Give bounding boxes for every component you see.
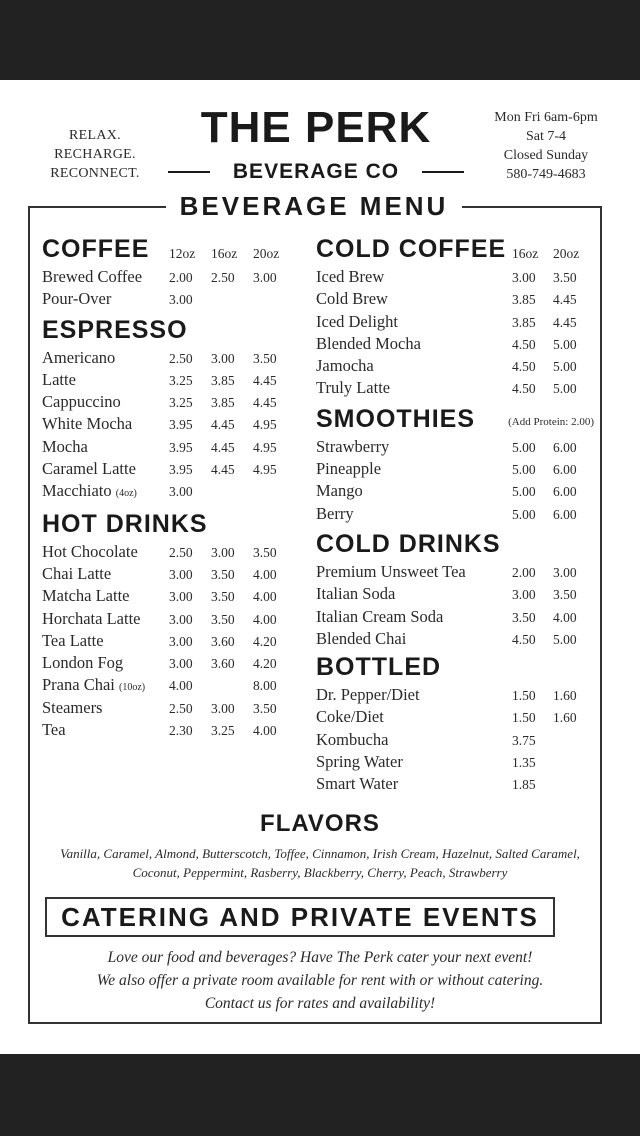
catering-line: Love our food and beverages? Have The Perk cater your next event! <box>107 949 533 966</box>
item-name: Brewed Coffee <box>42 267 143 286</box>
item-price: 4.50 <box>512 631 536 647</box>
item-price: 4.00 <box>253 589 277 605</box>
section-header <box>316 529 588 561</box>
right-menu-column <box>316 234 594 796</box>
menu-item-blended-mocha <box>316 333 588 355</box>
catering-title: CATERING AND PRIVATE EVENTS <box>45 897 555 937</box>
item-price: 4.45 <box>211 462 235 478</box>
item-price: 4.00 <box>253 723 277 739</box>
item-price: 3.00 <box>211 350 235 366</box>
item-price: 3.25 <box>211 723 235 739</box>
item-price: 3.95 <box>169 417 193 433</box>
item-price: 5.00 <box>553 336 577 352</box>
menu-item-white-mocha <box>42 413 292 435</box>
item-price: 4.50 <box>512 381 536 397</box>
size-label: 20oz <box>253 246 280 261</box>
divider-line <box>168 171 210 173</box>
item-price: 4.45 <box>211 417 235 433</box>
item-name: Mango <box>316 481 363 501</box>
item-price: 3.85 <box>512 292 536 308</box>
size-label: 20oz <box>553 246 580 261</box>
item-price: 5.00 <box>553 359 577 375</box>
menu-item-latte <box>42 369 292 391</box>
catering-line: We also offer a private room available for rent with or without catering. <box>96 972 544 989</box>
brand-subtitle: BEVERAGE CO <box>232 160 400 183</box>
divider-line <box>422 171 464 173</box>
menu-section-cold-drinks <box>316 529 588 650</box>
menu-item-chai-latte <box>42 563 292 585</box>
item-name: Truly Latte <box>316 378 391 398</box>
menu-title: BEVERAGE MENU <box>166 188 462 224</box>
item-name: Strawberry <box>316 436 390 456</box>
item-name: Americano <box>42 347 116 367</box>
menu-section-espresso <box>42 315 292 503</box>
section-header <box>316 404 594 436</box>
menu-item-cappuccino <box>42 391 292 413</box>
menu-item-mango <box>316 480 588 502</box>
menu-item-brewed-coffee <box>42 266 292 288</box>
left-menu-column <box>42 234 292 741</box>
size-label: 12oz <box>169 246 196 261</box>
item-price: 3.50 <box>553 587 577 603</box>
item-price: 4.20 <box>253 656 277 672</box>
item-name: White Mocha <box>42 414 133 434</box>
item-price: 1.85 <box>512 777 536 793</box>
item-size-note: (4oz) <box>115 488 137 500</box>
item-price: 3.25 <box>169 395 193 411</box>
item-name: Coke/Diet <box>316 707 384 727</box>
item-price: 3.00 <box>512 587 536 603</box>
item-name: Mocha <box>42 436 88 456</box>
store-hours <box>476 108 616 184</box>
item-price: 4.20 <box>253 633 277 649</box>
item-price: 3.50 <box>211 566 235 582</box>
menu-item-kombucha <box>316 729 588 751</box>
item-price: 4.00 <box>253 566 277 582</box>
item-name: Blended Chai <box>316 628 407 648</box>
item-price: 4.95 <box>253 417 277 433</box>
menu-item-london-fog <box>42 652 292 674</box>
item-price: 3.00 <box>169 611 193 627</box>
menu-item-spring-water <box>316 751 588 773</box>
item-price: 5.00 <box>512 484 536 500</box>
item-name: Prana Chai (10oz) <box>42 675 146 695</box>
item-price: 1.35 <box>512 755 536 771</box>
item-name: Chai Latte <box>42 563 112 583</box>
item-name: Pour-Over <box>42 289 112 309</box>
item-price: 3.00 <box>169 633 193 649</box>
item-price: 6.00 <box>553 462 577 478</box>
menu-item-caramel-latte <box>42 458 292 480</box>
item-name: Smart Water <box>316 774 399 794</box>
item-price: 8.00 <box>253 678 277 694</box>
menu-item-berry <box>316 503 588 525</box>
brand-name: THE PERK <box>200 103 432 152</box>
menu-item-hot-chocolate <box>42 541 292 563</box>
menu-item-macchiato <box>42 480 292 502</box>
item-price: 3.85 <box>211 395 235 411</box>
item-price: 4.50 <box>512 359 536 375</box>
menu-section-hot-drinks <box>42 509 292 742</box>
item-price: 3.50 <box>512 609 536 625</box>
item-price: 3.25 <box>169 372 193 388</box>
flavors-title: FLAVORS <box>260 810 380 837</box>
item-name: Cold Brew <box>316 289 388 309</box>
menu-item-americano <box>42 347 292 369</box>
menu-section-coffee <box>42 234 292 311</box>
menu-section-cold-coffee <box>316 234 588 400</box>
item-price: 2.30 <box>169 723 193 739</box>
item-size-note: (10oz) <box>118 682 146 694</box>
top-bar <box>0 0 640 80</box>
section-note: (Add Protein: 2.00) <box>508 415 594 428</box>
item-name: Italian Soda <box>316 584 396 604</box>
section-header <box>316 234 588 266</box>
item-price: 3.50 <box>253 350 277 366</box>
item-price: 5.00 <box>512 462 536 478</box>
item-price: 3.95 <box>169 439 193 455</box>
item-price: 4.45 <box>553 314 577 330</box>
item-price: 3.00 <box>169 656 193 672</box>
menu-item-italian-soda <box>316 583 588 605</box>
item-price: 3.00 <box>169 566 193 582</box>
item-price: 5.00 <box>512 506 536 522</box>
item-price: 3.00 <box>211 544 235 560</box>
size-label: 16oz <box>211 246 238 261</box>
catering-text <box>40 946 600 1015</box>
item-name: Macchiato (4oz) <box>42 481 137 501</box>
tagline-line: RELAX. <box>69 128 121 143</box>
item-price: 1.50 <box>512 710 536 726</box>
item-name: Latte <box>42 369 76 389</box>
tagline-line: RECONNECT. <box>50 166 140 181</box>
menu-item-coke-diet <box>316 706 588 728</box>
menu-item-steamers <box>42 697 292 719</box>
menu-item-horchata-latte <box>42 608 292 630</box>
item-price: 2.50 <box>169 350 193 366</box>
item-price: 4.95 <box>253 462 277 478</box>
hours-line: Closed Sunday <box>503 148 589 163</box>
item-price: 3.50 <box>253 700 277 716</box>
menu-item-iced-delight <box>316 311 588 333</box>
item-name: Tea <box>42 720 66 740</box>
item-price: 3.50 <box>553 270 577 285</box>
tagline <box>30 126 160 183</box>
item-name: Dr. Pepper/Diet <box>316 685 420 705</box>
item-price: 2.50 <box>169 700 193 716</box>
item-price: 4.45 <box>253 395 277 411</box>
menu-item-iced-brew <box>316 266 588 288</box>
item-price: 6.00 <box>553 506 577 522</box>
item-price: 4.95 <box>253 439 277 455</box>
item-name: Italian Cream Soda <box>316 606 444 626</box>
item-price: 3.00 <box>553 564 577 580</box>
menu-page <box>0 80 640 1054</box>
item-price: 4.00 <box>253 611 277 627</box>
menu-item-matcha-latte <box>42 585 292 607</box>
item-name: Matcha Latte <box>42 586 130 606</box>
section-title: SMOOTHIES <box>316 404 476 433</box>
item-name: Hot Chocolate <box>42 541 138 561</box>
item-name: Iced Brew <box>316 267 385 286</box>
section-header <box>316 652 588 684</box>
item-name: Cappuccino <box>42 392 121 412</box>
item-price: 3.00 <box>169 292 193 308</box>
section-title: ESPRESSO <box>42 315 188 344</box>
item-price: 1.60 <box>553 710 577 726</box>
item-price: 3.00 <box>211 700 235 716</box>
item-price: 3.50 <box>211 611 235 627</box>
item-price: 3.00 <box>253 270 277 285</box>
menu-item-dr-pepper-diet <box>316 684 588 706</box>
item-price: 3.50 <box>211 589 235 605</box>
menu-item-italian-cream-soda <box>316 606 588 628</box>
catering-line: Contact us for rates and availability! <box>204 995 436 1012</box>
menu-item-blended-chai <box>316 628 588 650</box>
menu-item-strawberry <box>316 436 588 458</box>
item-price: 3.85 <box>512 314 536 330</box>
item-price: 2.00 <box>512 564 536 580</box>
item-price: 3.60 <box>211 633 235 649</box>
item-price: 6.00 <box>553 439 577 455</box>
menu-item-pineapple <box>316 458 588 480</box>
item-price: 2.50 <box>211 270 235 285</box>
item-price: 5.00 <box>553 631 577 647</box>
item-name: Pineapple <box>316 459 382 479</box>
item-price: 3.75 <box>512 732 536 748</box>
item-price: 1.50 <box>512 688 536 704</box>
section-title: COLD DRINKS <box>316 529 501 558</box>
menu-item-pour-over <box>42 288 292 310</box>
phone-number: 580-749-4683 <box>506 167 586 182</box>
item-price: 1.60 <box>553 688 577 704</box>
menu-item-truly-latte <box>316 377 588 399</box>
menu-item-prana-chai <box>42 674 292 696</box>
item-price: 3.50 <box>253 544 277 560</box>
item-name: Horchata Latte <box>42 608 141 628</box>
item-price: 2.50 <box>169 544 193 560</box>
flavors-list: Vanilla, Caramel, Almond, Butterscotch, Toffee, Cinnamon, Irish Cream, Hazelnut, Salted Caramel, Coconut, Peppermint, Rasberry, Blackberry, Cherry, Peach, Strawberry <box>60 846 580 880</box>
item-name: Kombucha <box>316 729 389 749</box>
section-title: COFFEE <box>42 235 150 263</box>
item-price: 4.45 <box>553 292 577 308</box>
section-title: BOTTLED <box>316 653 442 682</box>
hours-line: Sat 7-4 <box>525 129 567 144</box>
item-price: 3.00 <box>512 270 536 285</box>
item-price: 5.00 <box>553 381 577 397</box>
item-name: Berry <box>316 503 354 523</box>
bottom-bar <box>0 1054 640 1136</box>
tagline-line: RECHARGE. <box>54 147 136 162</box>
size-label: 16oz <box>512 246 539 261</box>
item-price: 4.45 <box>253 372 277 388</box>
item-name: London Fog <box>42 653 124 673</box>
item-price: 3.00 <box>169 589 193 605</box>
item-name: Spring Water <box>316 752 403 772</box>
item-price: 3.85 <box>211 372 235 388</box>
item-name: Jamocha <box>316 356 374 376</box>
menu-item-jamocha <box>316 355 588 377</box>
item-price: 2.00 <box>169 270 193 285</box>
item-name: Premium Unsweet Tea <box>316 561 466 581</box>
item-name: Steamers <box>42 697 103 717</box>
hours-line: Mon Fri 6am-6pm <box>494 110 598 125</box>
item-price: 3.00 <box>169 484 193 500</box>
section-header <box>42 315 292 347</box>
item-price: 4.45 <box>211 439 235 455</box>
item-price: 4.00 <box>169 678 193 694</box>
section-header <box>42 234 292 266</box>
item-price: 4.00 <box>553 609 577 625</box>
item-name: Iced Delight <box>316 311 399 331</box>
section-title: HOT DRINKS <box>42 509 208 538</box>
brand-subtitle-row <box>166 160 466 184</box>
item-price: 3.95 <box>169 462 193 478</box>
item-price: 5.00 <box>512 439 536 455</box>
menu-section-bottled <box>316 652 588 795</box>
item-price: 3.60 <box>211 656 235 672</box>
menu-item-tea <box>42 719 292 741</box>
item-price: 6.00 <box>553 484 577 500</box>
menu-item-premium-unsweet-tea <box>316 561 588 583</box>
menu-section-smoothies <box>316 404 594 525</box>
item-name: Blended Mocha <box>316 333 421 353</box>
item-name: Caramel Latte <box>42 459 136 479</box>
item-price: 4.50 <box>512 336 536 352</box>
section-header <box>42 509 292 541</box>
menu-item-cold-brew <box>316 288 588 310</box>
menu-item-tea-latte <box>42 630 292 652</box>
menu-item-mocha <box>42 436 292 458</box>
section-title: COLD COFFEE <box>316 235 507 263</box>
item-name: Tea Latte <box>42 630 104 650</box>
menu-item-smart-water <box>316 773 588 795</box>
